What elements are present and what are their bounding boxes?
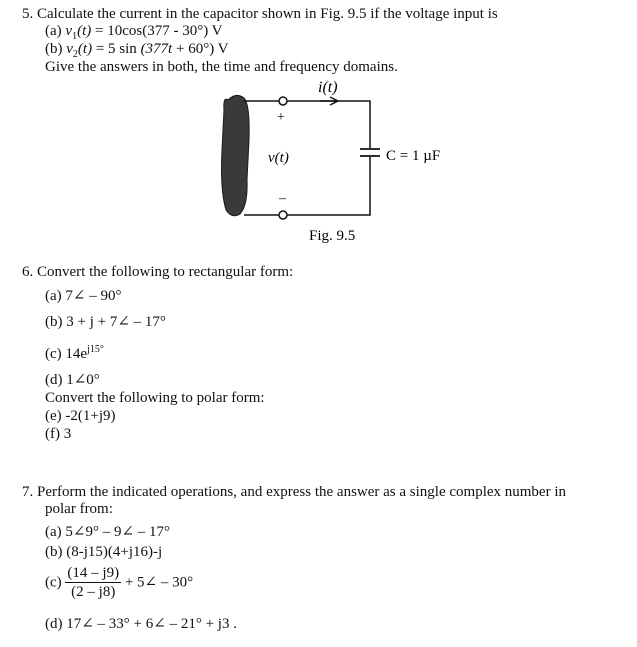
q7-c-numerator: (14 – j9) bbox=[67, 565, 120, 581]
q6-c-label: (c) 14e bbox=[45, 346, 88, 362]
plus-sign: + bbox=[277, 110, 285, 125]
q5-b-var: v bbox=[66, 41, 73, 57]
q7-c-rest: + 5∠ – 30° bbox=[124, 574, 194, 591]
q7-c-denominator: (2 – j8) bbox=[71, 584, 116, 600]
q5-b-sub: 2 bbox=[72, 49, 78, 60]
capacitor-label: C = 1 µF bbox=[386, 148, 441, 164]
q6-c-exponent: j15° bbox=[87, 344, 104, 355]
q5-b-rhs3: + 60°) V bbox=[172, 41, 229, 57]
q5-a-var: v bbox=[65, 23, 73, 39]
q6-part-d: (d) 1∠0° bbox=[45, 372, 100, 388]
q5-a-sub: 1 bbox=[72, 31, 78, 42]
current-arrow bbox=[320, 97, 338, 105]
q7-part-a: (a) 5∠9° – 9∠ – 17° bbox=[45, 524, 171, 540]
q6-stem: 6. Convert the following to rectangular form: bbox=[22, 264, 294, 280]
q7-c-fraction bbox=[65, 564, 121, 601]
q5-b-rhs1: = 5 sin bbox=[92, 41, 141, 57]
q5-a-arg: (t) bbox=[77, 23, 92, 39]
q6-part-c bbox=[45, 346, 104, 363]
q5-b-rhs2: (377t bbox=[140, 41, 173, 57]
q6-part-f: (f) 3 bbox=[45, 426, 72, 442]
wire-bottom bbox=[244, 157, 370, 215]
q7-part-d: (d) 17∠ – 33° + 6∠ – 21° + j3 . bbox=[45, 616, 237, 632]
q5-b-arg: (t) bbox=[77, 41, 93, 57]
q6-part-b: (b) 3 + j + 7∠ – 17° bbox=[45, 314, 166, 330]
terminal-bottom bbox=[279, 211, 287, 219]
q7-c-label: (c) bbox=[45, 574, 62, 591]
q5-a-label: (a) bbox=[45, 23, 62, 39]
q5-give-answers: Give the answers in both, the time and frequency domains. bbox=[45, 59, 398, 75]
figure-caption: Fig. 9.5 bbox=[309, 228, 356, 244]
q6-polar-stem: Convert the following to polar form: bbox=[45, 390, 265, 406]
q6-part-a: (a) 7∠ – 90° bbox=[45, 288, 122, 304]
q7-stem-continued: polar from: bbox=[45, 501, 113, 517]
circuit-figure bbox=[0, 0, 637, 250]
q5-a-rhs: = 10cos(377 - 30°) V bbox=[91, 23, 223, 39]
wire-top bbox=[244, 101, 370, 148]
q5-b-label: (b) bbox=[45, 41, 63, 57]
q7-part-c bbox=[45, 564, 193, 601]
q7-part-b: (b) (8-j15)(4+j16)-j bbox=[45, 544, 163, 560]
minus-sign: – bbox=[279, 191, 286, 206]
q5-stem: 5. Calculate the current in the capacitor shown in Fig. 9.5 if the voltage input is bbox=[22, 6, 498, 22]
terminal-top bbox=[279, 97, 287, 105]
q6-part-e: (e) -2(1+j9) bbox=[45, 408, 116, 424]
q7-stem: 7. Perform the indicated operations, and express the answer as a single complex number in bbox=[22, 484, 567, 500]
voltage-source-block bbox=[222, 95, 250, 215]
current-label: i(t) bbox=[318, 79, 338, 96]
voltage-label: v(t) bbox=[268, 150, 289, 166]
